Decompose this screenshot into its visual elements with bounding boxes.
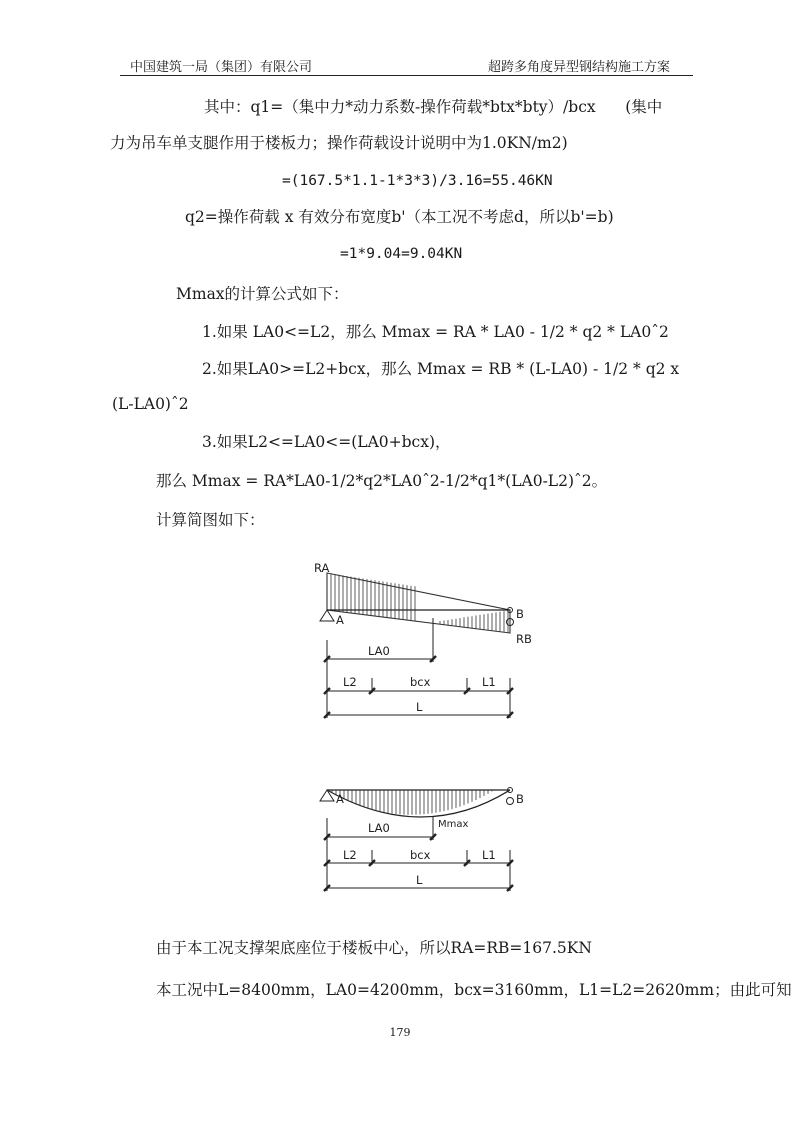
header-rule bbox=[120, 75, 693, 76]
moment-diagram bbox=[310, 778, 540, 898]
support-b-icon bbox=[507, 798, 514, 805]
header-company: 中国建筑一局（集团）有限公司 bbox=[130, 60, 313, 75]
text-line: 计算简图如下： bbox=[156, 511, 265, 529]
header-title: 超跨多角度异型钢结构施工方案 bbox=[487, 60, 670, 75]
dim-l1: L1 bbox=[482, 848, 496, 862]
text-line: (L-LA0)ˆ2 bbox=[112, 395, 189, 413]
moment-curve bbox=[327, 790, 510, 817]
shear-diagram bbox=[310, 558, 540, 728]
text-line: q2=操作荷载 x 有效分布宽度b'（本工况不考虑d，所以b'=b) bbox=[185, 208, 614, 226]
text-line: 由于本工况支撑架底座位于楼板中心，所以RA=RB=167.5KN bbox=[156, 939, 592, 957]
text-line: 那么 Mmax = RA*LA0-1/2*q2*LA0ˆ2-1/2*q1*(LA0-L2)ˆ2。 bbox=[156, 472, 608, 490]
text-line: 3.如果L2<=LA0<=(LA0+bcx)， bbox=[202, 433, 451, 451]
text-line: 1.如果 LA0<=L2，那么 Mmax = RA * LA0 - 1/2 * q2 * LA0ˆ2 bbox=[202, 323, 669, 341]
label-b: B bbox=[516, 607, 524, 621]
text-line: 其中：q1=（集中力*动力系数-操作荷载*btx*bty）/bcx (集中 bbox=[204, 98, 663, 116]
dim-la0: LA0 bbox=[368, 821, 390, 835]
text-line: 力为吊车单支腿作用于楼板力；操作荷载设计说明中为1.0KN/m2) bbox=[110, 134, 568, 152]
dim-l: L bbox=[416, 700, 423, 714]
text-line: 本工况中L=8400mm，LA0=4200mm，bcx=3160mm，L1=L2=2620mm；由此可知 bbox=[156, 981, 792, 999]
dim-l2: L2 bbox=[343, 848, 357, 862]
dim-la0: LA0 bbox=[368, 644, 390, 658]
dim-l1: L1 bbox=[482, 675, 496, 689]
shear-fill bbox=[327, 573, 510, 633]
text-line: Mmax的计算公式如下： bbox=[176, 285, 349, 303]
text-line: 2.如果LA0>=L2+bcx，那么 Mmax = RB * (L-LA0) - 1/2 * q2 x bbox=[202, 360, 680, 378]
label-a: A bbox=[336, 792, 344, 806]
label-b: B bbox=[516, 792, 524, 806]
dim-l2: L2 bbox=[343, 675, 357, 689]
label-rb: RB bbox=[516, 632, 532, 646]
label-mmax: Mmax bbox=[438, 819, 469, 830]
page-number: 179 bbox=[389, 1026, 411, 1039]
dim-bcx: bcx bbox=[410, 848, 431, 862]
label-ra: RA bbox=[314, 561, 330, 575]
dim-l: L bbox=[416, 873, 423, 887]
dim-bcx: bcx bbox=[410, 675, 431, 689]
label-a: A bbox=[336, 613, 344, 627]
formula-line: =(167.5*1.1-1*3*3)/3.16=55.46KN bbox=[282, 173, 553, 189]
support-a-icon bbox=[320, 610, 334, 621]
formula-line: =1*9.04=9.04KN bbox=[340, 246, 463, 262]
